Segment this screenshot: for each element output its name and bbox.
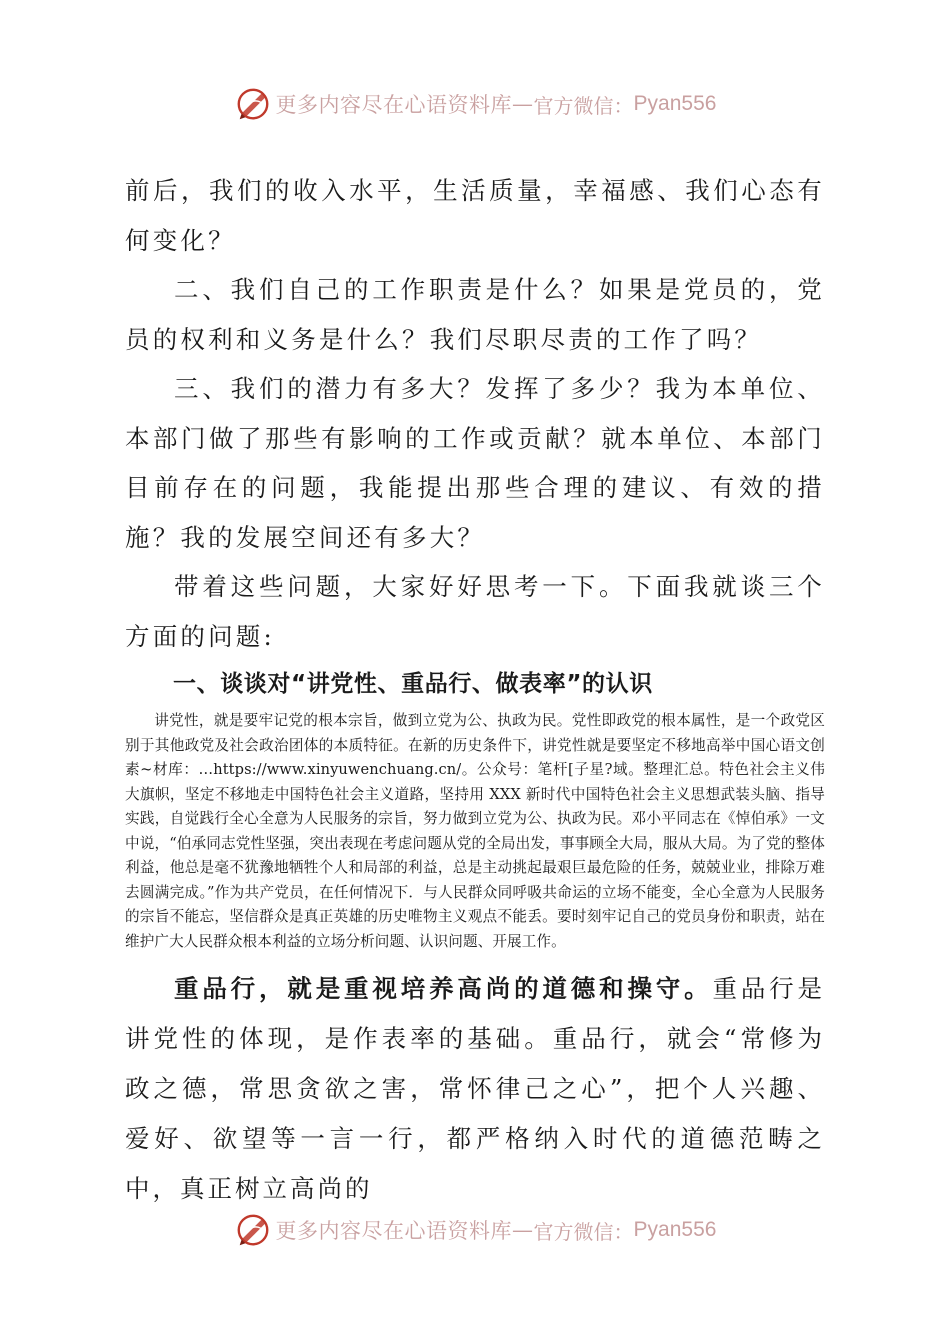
banner-slogan: 更多内容尽在心语资料库	[275, 93, 513, 117]
paragraph-1: 前后，我们的收入水平，生活质量，幸福感、我们心态有何变化？	[125, 176, 825, 255]
banner-wx-label: 官方微信：	[533, 1219, 634, 1244]
banner-wx-id: Pyan556	[633, 92, 717, 115]
banner-dash: —	[512, 1218, 534, 1242]
paragraph-5-rest: 重品行是讲党性的体现，是作表率的基础。重品行，就会“常修为政之德，常思贪欲之害，常怀律己之心”，把个人兴趣、爱好、欲望等一言一行，都严格纳入时代的道德范畴之中，真正树立高尚的	[125, 974, 826, 1203]
banner-dash: —	[512, 92, 534, 116]
paragraph-2: 二、我们自己的工作职责是什么？如果是党员的，党员的权利和义务是什么？我们尽职尽责的工作了吗？	[125, 275, 825, 354]
pen-logo-icon	[234, 85, 272, 123]
footer-banner	[0, 1206, 950, 1254]
paragraph-4: 带着这些问题，大家好好思考一下。下面我就谈三个方面的问题:	[125, 572, 825, 651]
paragraph-5	[125, 964, 825, 1214]
banner-wx-id: Pyan556	[633, 1218, 717, 1241]
banner-wx-label: 官方微信：	[533, 93, 634, 118]
section-heading: 一、谈谈对“讲党性、重品行、做表率”的认识	[173, 671, 653, 697]
pen-logo-icon	[234, 1211, 272, 1249]
document-body	[125, 166, 825, 1214]
banner-slogan: 更多内容尽在心语资料库	[275, 1219, 513, 1243]
paragraph-3: 三、我们的潜力有多大？发挥了多少？我为本单位、本部门做了那些有影响的工作或贡献？就本单位、本部门目前存在的问题，我能提出那些合理的建议、有效的措施？我的发展空间还有多大？	[125, 374, 825, 552]
small-paragraph: 讲党性，就是要牢记党的根本宗旨，做到立党为公、执政为民。党性即政党的根本属性，是一个政党区别于其他政党及社会政治团体的本质特征。在新的历史条件下，讲党性就是要坚定不移地高举中国心语文创素~材库：…https://www.xinyuwenchuang.cn/。公众号：笔杆[子星?域。整理汇总。特色社会主义伟大旗帜，坚定不移地走中国特色社会主义道路，坚持用 XXX 新时代中国特色社会主义思想武装头脑、指导实践，自觉践行全心全意为人民服务的宗旨，努力做到立党为公、执政为民。邓小平同志在《悼伯承》一文中说，“伯承同志党性坚强，突出表现在考虑问题从党的全局出发，事事顾全大局，服从大局。为了党的整体利益，他总是毫不犹豫地牺牲个人和局部的利益，总是主动挑起最艰巨最危险的任务，兢兢业业，排除万难去圆满完成。”作为共产党员，在任何情况下．与人民群众同呼吸共命运的立场不能变，全心全意为人民服务的宗旨不能忘，坚信群众是真正英雄的历史唯物主义观点不能丢。要时刻牢记自己的党员身份和职责，站在维护广大人民群众根本利益的立场分析问题、认识问题、开展工作。	[125, 712, 825, 950]
paragraph-5-lead: 重品行，就是重视培养高尚的道德和操守。	[174, 974, 713, 1003]
header-banner	[0, 80, 950, 128]
